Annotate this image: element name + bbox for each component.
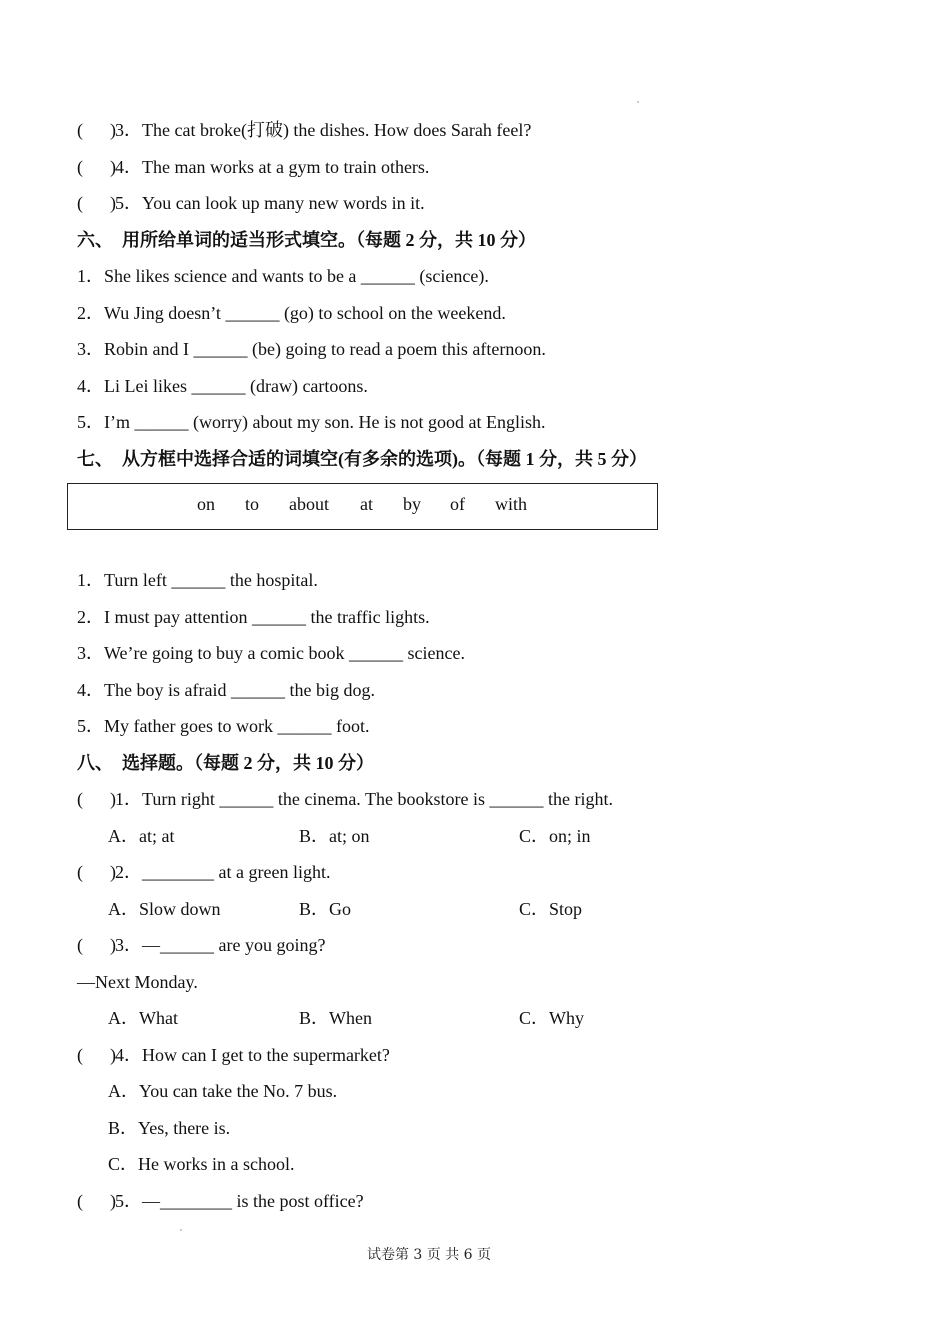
answer-bracket: ( ): [77, 789, 116, 809]
word-bank-word: at: [360, 494, 373, 514]
section-7-item-5: 5．My father goes to work ______ foot.: [77, 716, 370, 736]
question-text: 1．Turn right ______ the cinema. The bookstore is ______ the right.: [115, 789, 613, 809]
option-c: C．He works in a school.: [108, 1154, 295, 1174]
option-a: A．You can take the No. 7 bus.: [108, 1081, 338, 1101]
option-b: B．Yes, there is.: [108, 1118, 231, 1138]
question-text: 3．—______ are you going?: [115, 935, 326, 955]
section-7-item-3: 3．We’re going to buy a comic book ______ science.: [77, 643, 465, 663]
section-7-item-4: 4．The boy is afraid ______ the big dog.: [77, 680, 375, 700]
option-a: A．What: [108, 1008, 178, 1028]
section-6-item-3: 3．Robin and I ______ (be) going to read a poem this afternoon.: [77, 339, 546, 359]
section-7-heading: 七、 从方框中选择合适的词填空(有多余的选项)。（每题 1 分，共 5 分）: [77, 449, 647, 469]
question-text: 5．You can look up many new words in it.: [115, 193, 425, 213]
question-5-5: [77, 191, 425, 215]
word-bank-word: on: [197, 494, 215, 514]
word-bank-word: with: [495, 494, 528, 514]
section-6-heading: 六、 用所给单词的适当形式填空。（每题 2 分，共 10 分）: [77, 230, 536, 250]
word-bank-box: [67, 483, 658, 530]
section-7-item-2: 2．I must pay attention ______ the traffic lights.: [77, 607, 430, 627]
question-text: 2．________ at a green light.: [115, 862, 331, 882]
answer-bracket: ( ): [77, 862, 116, 882]
question-8-1: [77, 787, 613, 811]
dialogue-reply: —Next Monday.: [77, 972, 198, 992]
question-8-2: [77, 860, 330, 884]
answer-bracket: ( ): [77, 193, 116, 213]
word-bank-word: to: [245, 494, 260, 514]
option-b: B．at; on: [299, 826, 370, 846]
question-5-4: [77, 155, 429, 179]
page-footer: 试卷第 3 页 共 6 页: [366, 1247, 492, 1263]
section-6-item-5: 5．I’m ______ (worry) about my son. He is not good at English.: [77, 412, 546, 432]
option-b: B．When: [299, 1008, 372, 1028]
answer-bracket: ( ): [77, 1045, 116, 1065]
word-bank-word: by: [403, 494, 421, 514]
question-text: 5．—________ is the post office?: [115, 1191, 364, 1211]
section-7-item-1: 1．Turn left ______ the hospital.: [77, 570, 318, 590]
section-8-heading: 八、 选择题。（每题 2 分，共 10 分）: [77, 753, 374, 773]
question-text: 3．The cat broke(打破) the dishes. How does Sarah feel?: [115, 120, 532, 140]
option-a: A．Slow down: [108, 899, 221, 919]
option-c: C．on; in: [519, 826, 591, 846]
scan-dot: [637, 101, 639, 103]
question-8-4: [77, 1043, 390, 1067]
word-bank-word: about: [289, 494, 329, 514]
option-c: C．Stop: [519, 899, 583, 919]
option-c: C．Why: [519, 1008, 584, 1028]
question-8-5: [77, 1189, 364, 1213]
answer-bracket: ( ): [77, 1191, 116, 1211]
section-6-item-2: 2．Wu Jing doesn’t ______ (go) to school on the weekend.: [77, 303, 506, 323]
answer-bracket: ( ): [77, 120, 116, 140]
option-b: B．Go: [299, 899, 352, 919]
answer-bracket: ( ): [77, 935, 116, 955]
scan-dot: [180, 1229, 182, 1231]
answer-bracket: ( ): [77, 157, 116, 177]
option-a: A．at; at: [108, 826, 175, 846]
word-bank-word: of: [450, 494, 465, 514]
question-text: 4．The man works at a gym to train others.: [115, 157, 430, 177]
question-5-3: [77, 118, 531, 142]
question-text: 4．How can I get to the supermarket?: [115, 1045, 390, 1065]
question-8-3: [77, 933, 325, 957]
section-6-item-4: 4．Li Lei likes ______ (draw) cartoons.: [77, 376, 368, 396]
section-6-item-1: 1．She likes science and wants to be a ______ (science).: [77, 266, 489, 286]
